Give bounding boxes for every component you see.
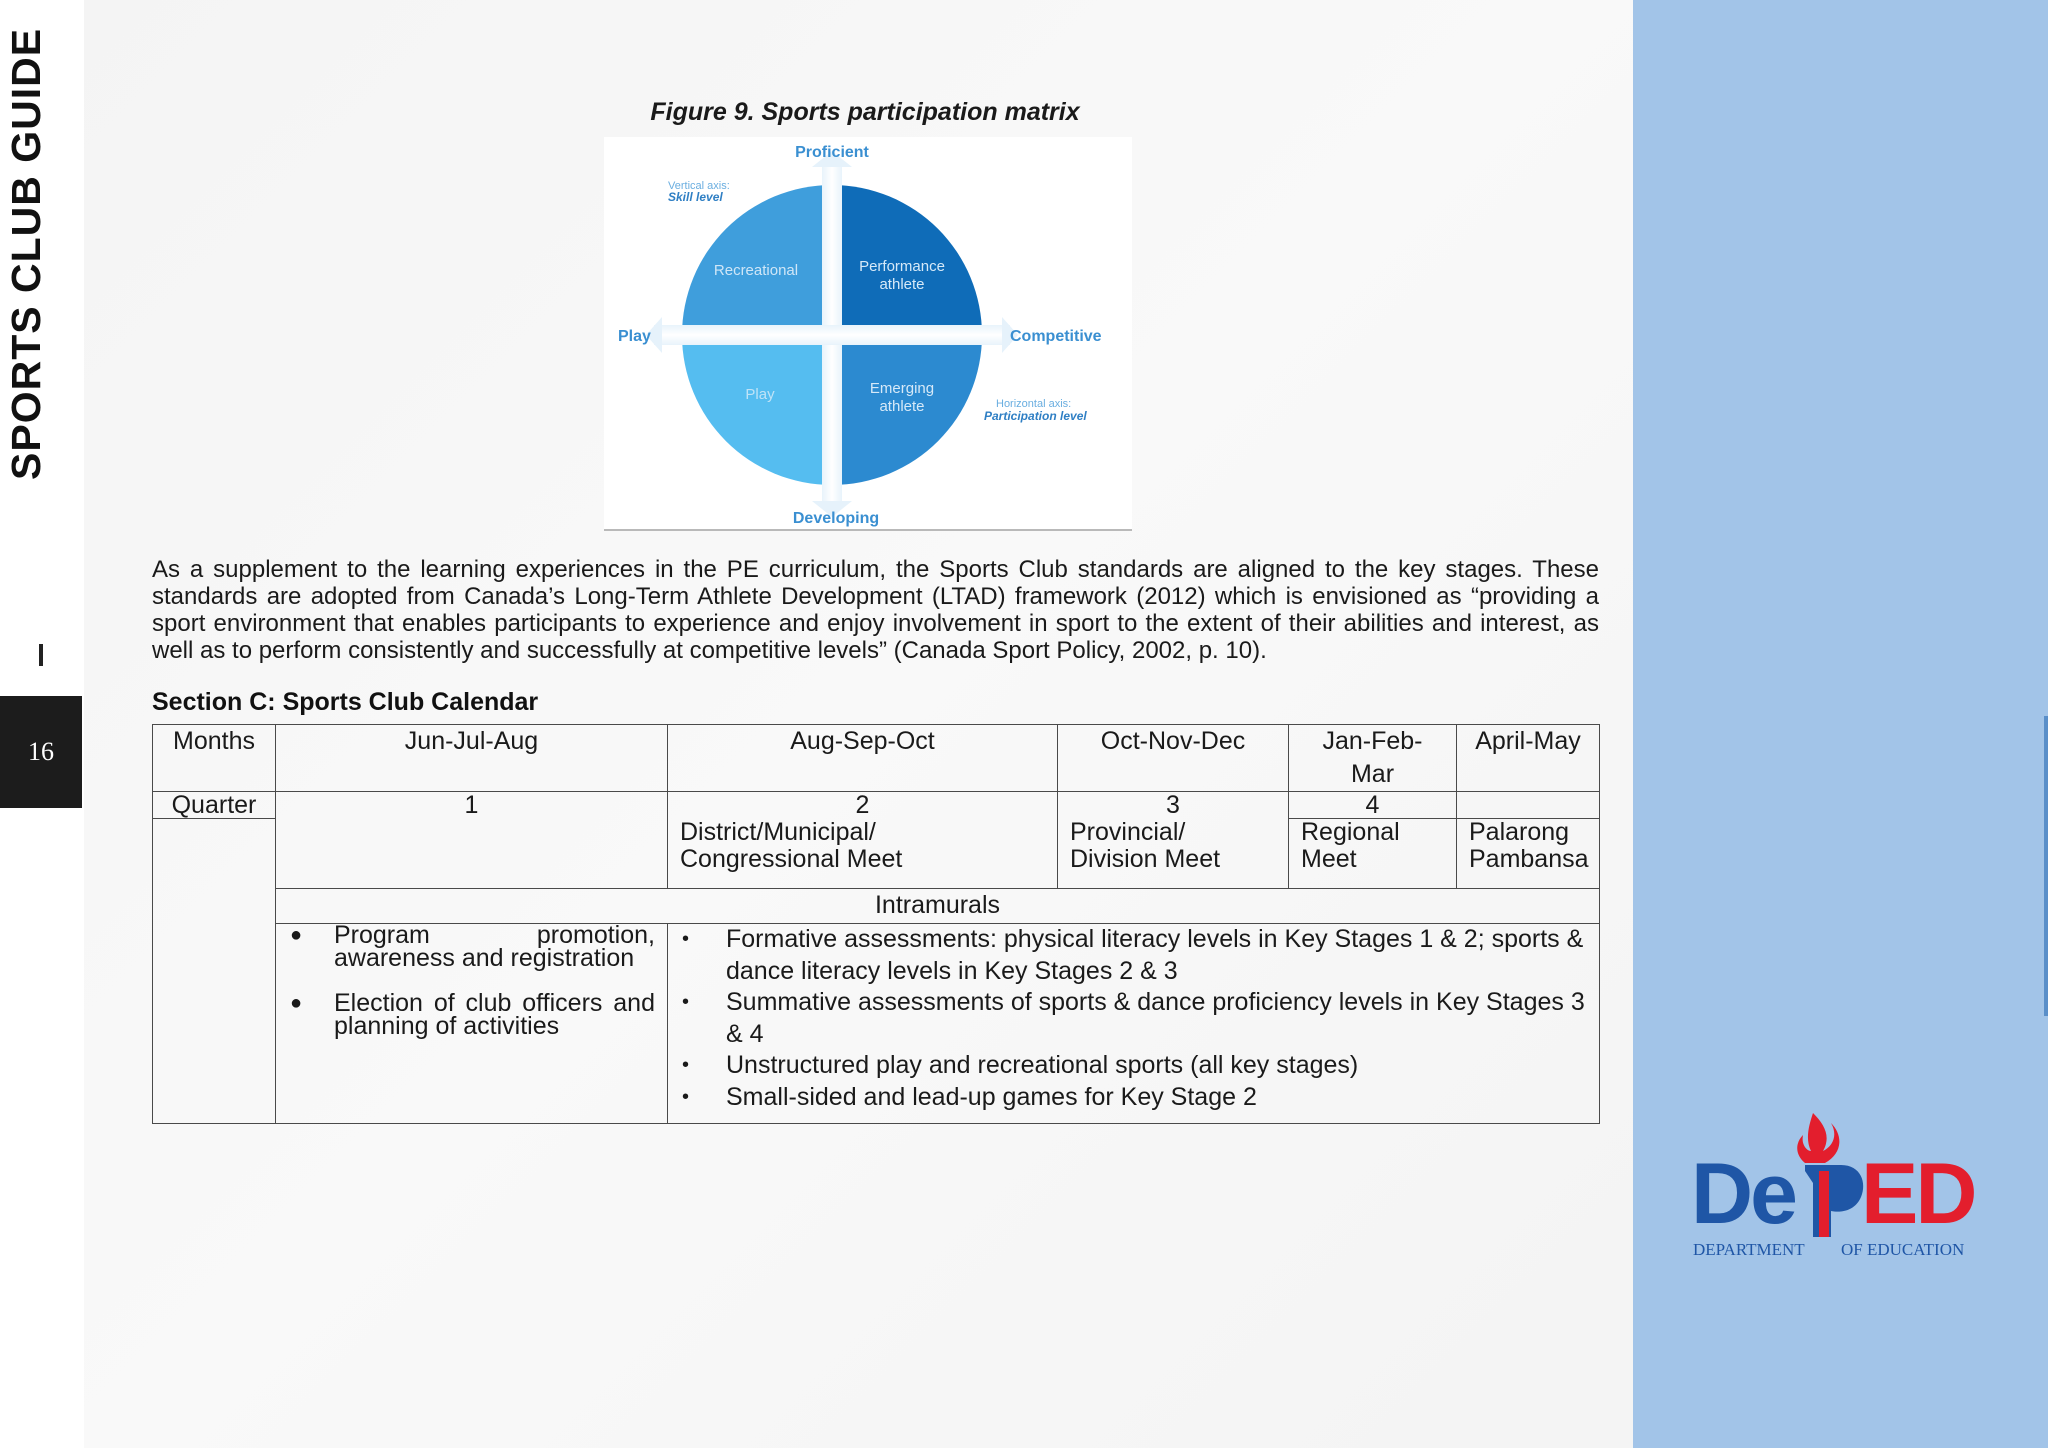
deped-logo-mark [1685,1105,1995,1265]
table-cell-meet [1058,819,1289,889]
guide-title: SPORTS CLUB GUIDE [3,27,49,480]
list-item: ● Program promotion, awareness and registration [288,924,655,970]
table-cell-intramurals: Intramurals [276,889,1600,924]
participation-matrix-diagram [604,137,1132,529]
table-cell-later-activities [668,924,1600,1124]
left-rail [0,0,84,1448]
logo-wordmark-left: De [1691,1146,1795,1242]
table-cell-month: Jan-Feb-Mar [1289,725,1457,792]
table-cell-month: Aug-Sep-Oct [668,725,1058,792]
section-heading: Section C: Sports Club Calendar [152,688,539,716]
label-proficient: Proficient [795,144,869,161]
table-cell-quarter: 4 [1289,792,1457,819]
list-item: • Formative assessments: physical literacy levels in Key Stages 1 & 2; sports & dance literacy levels in Key Stages 2 & 3 [680,924,1587,987]
table-cell-first-quarter-activities [276,921,668,1124]
participation-matrix-figure [604,137,1132,531]
horizontal-axis-arrow [654,325,1010,345]
list-item: ● Election of club officers and planning of activities [288,992,655,1038]
table-cell-meet [668,819,1058,889]
later-activity-list [680,924,1587,1113]
table-cell-quarter: 1 [276,792,668,819]
table-cell-quarter: 2 [668,792,1058,819]
quadrant-label-performance-1: Performance [859,258,945,275]
table-cell-months-label: Months [153,725,276,792]
list-item: • Small-sided and lead-up games for Key Stage 2 [680,1082,1587,1114]
vertical-axis-caption: Vertical axis: [668,180,730,192]
table-cell-month: April-May [1457,725,1600,792]
meet-line: District/Municipal/ [680,817,876,846]
logo-subtitle-right: OF EDUCATION [1841,1240,1965,1259]
figure-caption: Figure 9. Sports participation matrix [650,98,1080,126]
quadrant-play [682,335,832,485]
meet-line: Congressional Meet [680,844,903,873]
quadrant-label-emerging-2: athlete [879,398,925,415]
quadrant-label-emerging-1: Emerging [869,380,935,397]
logo-wordmark-right: ED [1861,1146,1975,1242]
quadrant-recreational [682,185,832,335]
page-number: 16 [0,696,82,808]
quadrant-label-play: Play [745,386,775,403]
intro-paragraph: As a supplement to the learning experiences in the PE curriculum, the Sports Club standards are aligned to the key stages. These standards are adopted from Canada’s Long-Term Athlete Development (LTAD) framework (2012) which is envisioned as “providing a sport environment that enables participants to experience and enjoy involvement in sport to the extent of their abilities and interest, as well as to perform consistently and successfully at competitive levels” (Canada Sport Policy, 2002, p. 10). [152,556,1599,664]
table-row-meets [153,819,1600,889]
table-cell-meet [1457,819,1600,889]
table-cell-empty [153,819,276,1124]
first-quarter-activity-list [288,921,655,1040]
table-cell-quarter: 3 [1058,792,1289,819]
meet-line: Meet [1301,845,1357,873]
table-row-intramurals [153,889,1600,924]
table-row-activities [153,924,1600,1124]
table-cell-month: Oct-Nov-Dec [1058,725,1289,792]
quadrant-label-performance-2: athlete [879,276,925,293]
horizontal-axis-caption: Horizontal axis: [996,398,1072,410]
panel-edge-line [2044,716,2048,1016]
table-cell-quarter-label: Quarter [153,792,276,819]
table-row-months [153,725,1600,792]
label-play-axis: Play [618,328,651,345]
table-cell-meet [1289,819,1457,889]
meet-line: Pambansa [1469,845,1589,873]
quadrant-label-recreational: Recreational [713,262,799,279]
label-developing: Developing [792,510,880,527]
table-row-quarter [153,792,1600,819]
label-competitive: Competitive [1010,328,1102,345]
meet-line: Provincial/ [1070,817,1186,846]
meet-line: Regional [1301,818,1400,846]
table-cell-month: Jun-Jul-Aug [276,725,668,792]
logo-subtitle-left: DEPARTMENT [1693,1240,1805,1259]
table-cell-quarter [1457,792,1600,819]
vertical-axis-name: Skill level [668,190,723,204]
rail-divider [39,644,43,666]
torch-handle-icon [1819,1171,1829,1237]
torch-flame-icon [1797,1113,1839,1163]
list-item: • Summative assessments of sports & dance proficiency levels in Key Stages 3 & 4 [680,987,1587,1050]
horizontal-axis-name: Participation level [984,409,1087,423]
torch-icon [1805,1165,1863,1237]
list-item: • Unstructured play and recreational sports (all key stages) [680,1050,1587,1082]
sports-club-calendar-table [152,724,1600,1124]
meet-line: Division Meet [1070,844,1221,873]
deped-logo [1685,1105,1995,1265]
table-cell-empty [276,819,668,889]
meet-line: Palarong [1469,818,1570,846]
